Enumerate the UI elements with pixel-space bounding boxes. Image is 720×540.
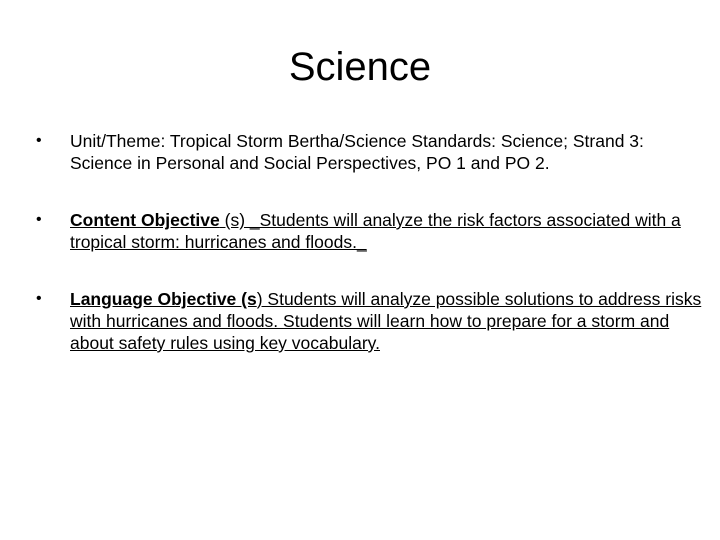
slide-title: Science — [288, 45, 432, 89]
bullet-label: Language Objective (s — [70, 289, 257, 309]
bullet-text: Unit/Theme: Tropical Storm Bertha/Science Standards: Science; Strand 3: Science in Personal and Social Perspectives, PO 1 and PO 2. — [70, 131, 644, 173]
bullet-body: (s) _Students will analyze the risk factors associated with a tropical storm: hurricanes and floods._ — [70, 210, 681, 252]
bullet-unit-theme — [36, 130, 706, 174]
bullet-text — [70, 209, 706, 253]
bullet-icon: • — [36, 132, 42, 149]
bullet-list — [36, 130, 706, 389]
bullet-content-objective — [36, 209, 706, 253]
bullet-label: Content Objective — [70, 210, 220, 230]
bullet-language-objective — [36, 288, 706, 354]
bullet-text — [70, 288, 706, 354]
bullet-body: ) Students will analyze possible solutions to address risks with hurricanes and floods. Students will learn how to prepare for a storm and about safety rules using key vocabulary. — [70, 289, 702, 353]
bullet-icon: • — [36, 290, 42, 307]
bullet-icon: • — [36, 211, 42, 228]
